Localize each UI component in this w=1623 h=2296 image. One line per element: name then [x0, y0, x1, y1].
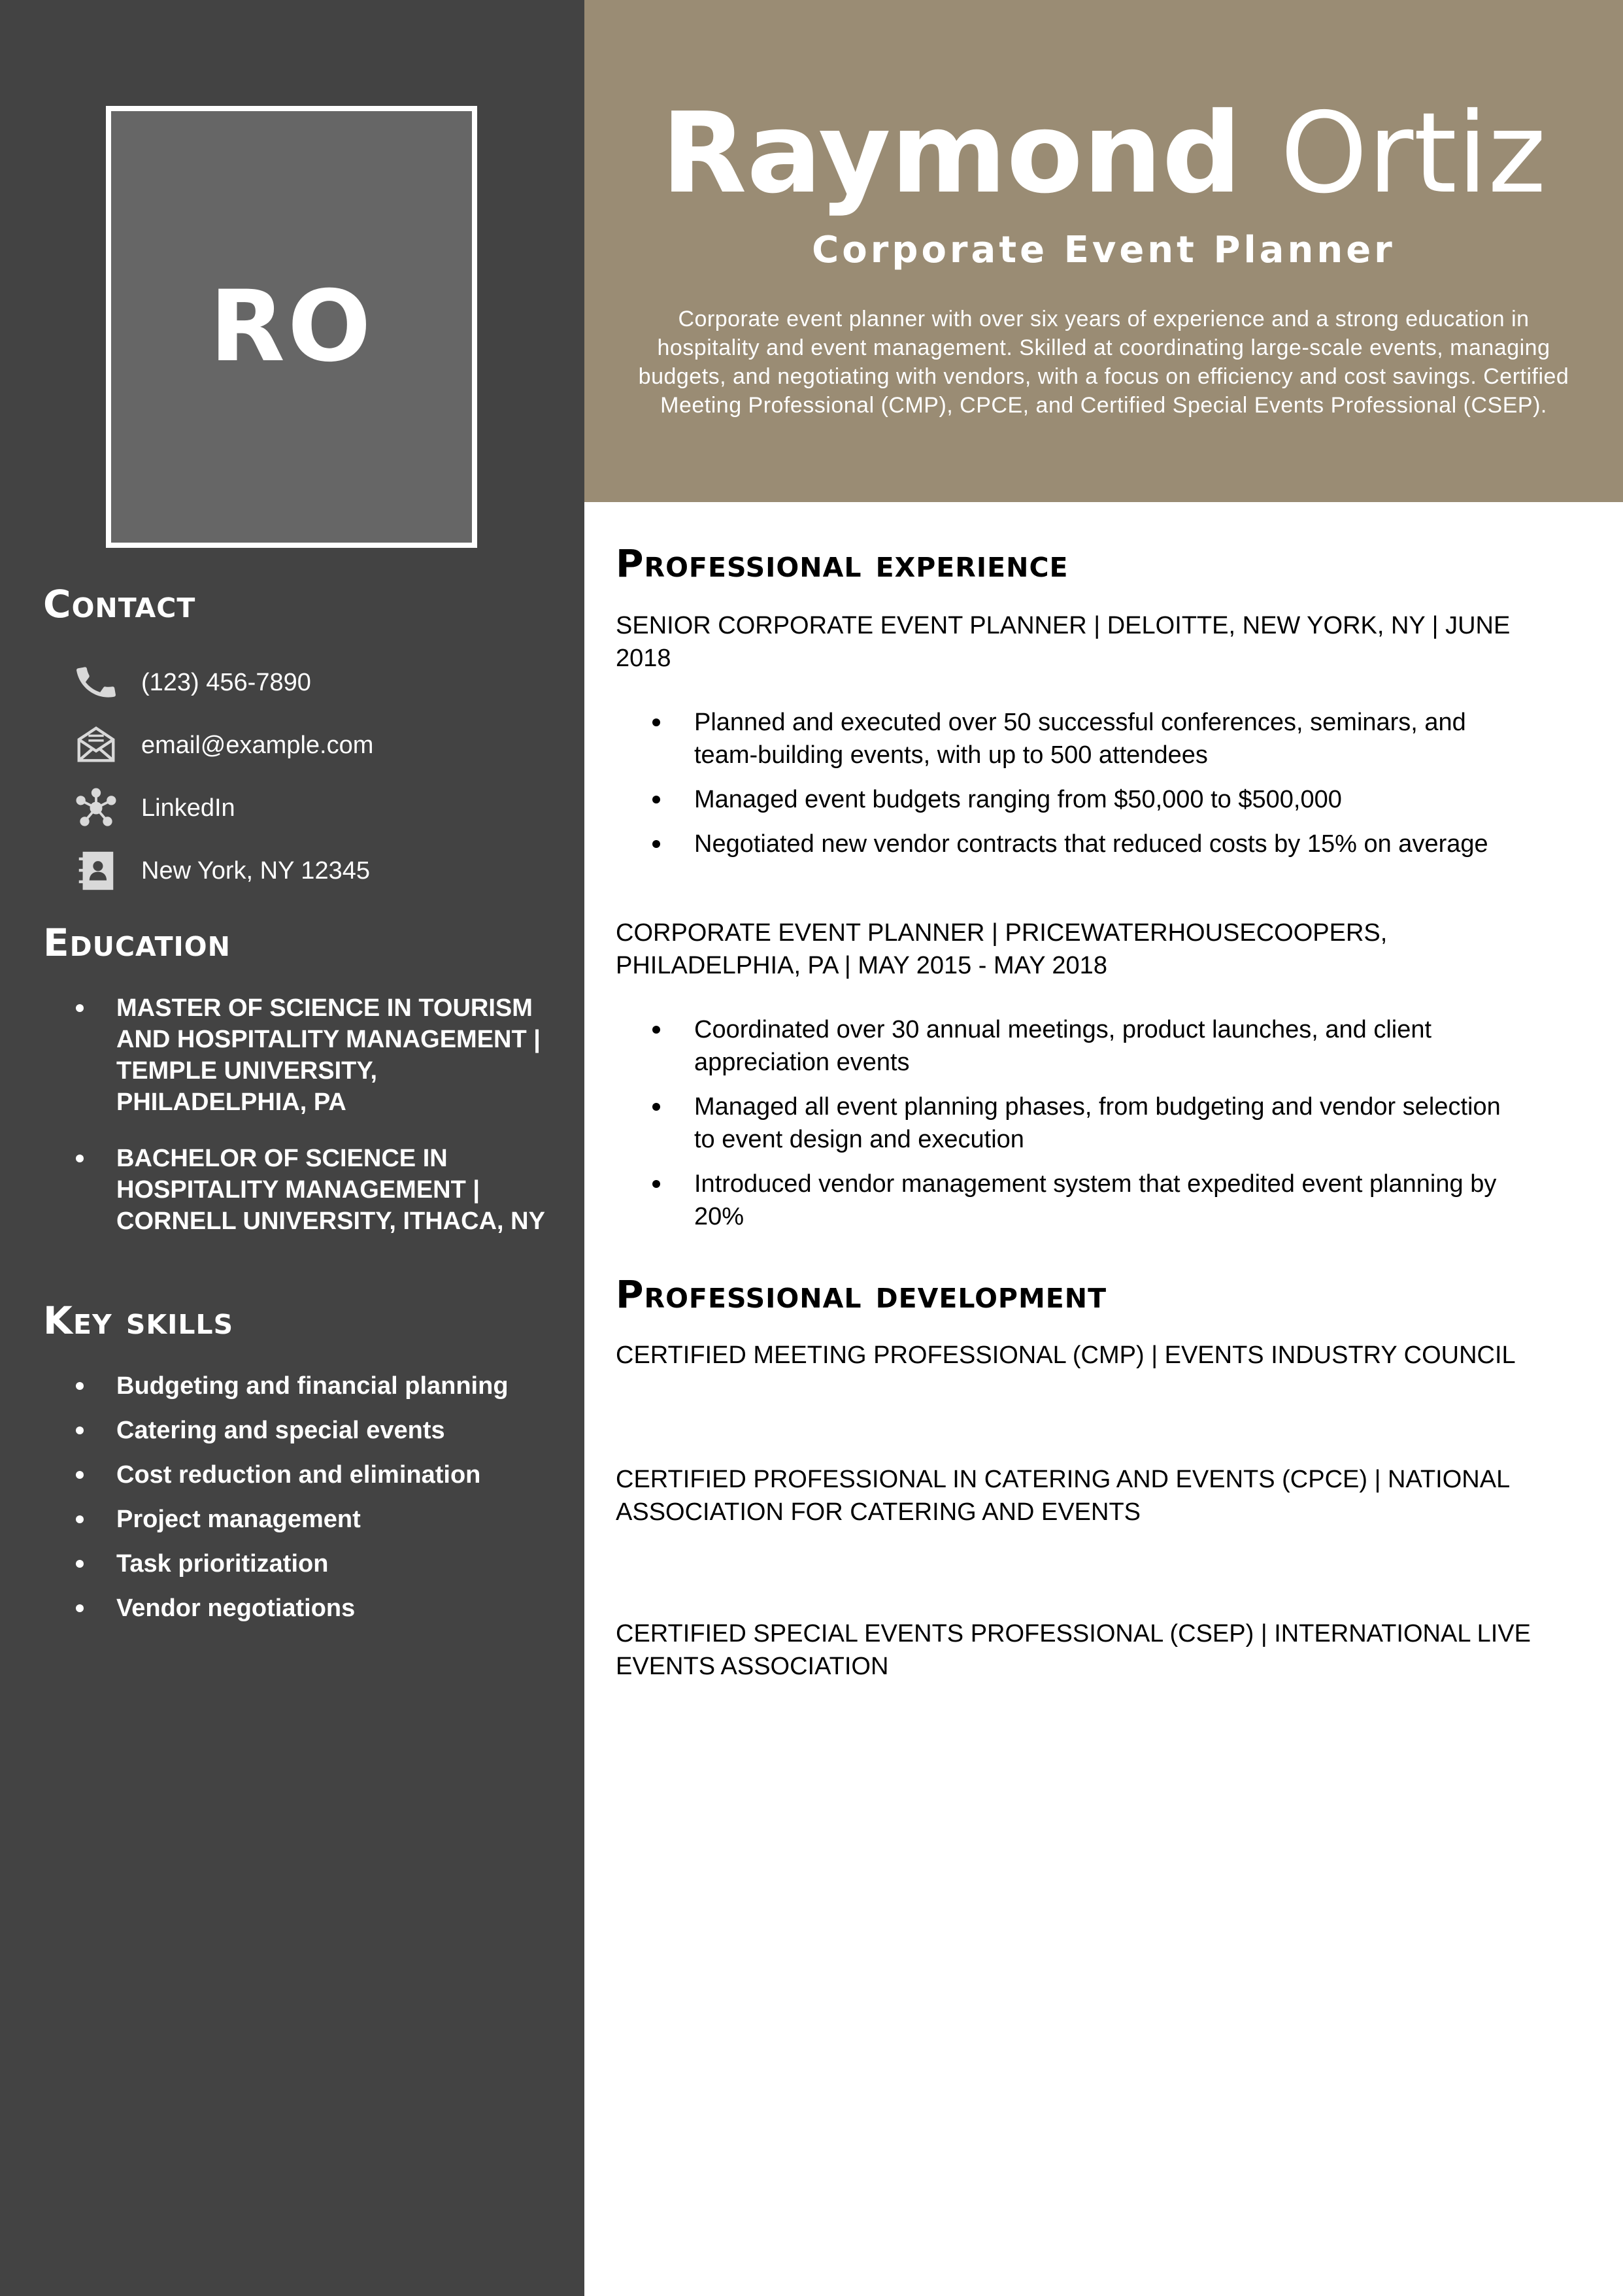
education-item: BACHELOR OF SCIENCE IN HOSPITALITY MANAGEMENT | CORNELL UNIVERSITY, ITHACA, NY: [72, 1143, 556, 1237]
skills-list: [72, 1370, 556, 1637]
address-book-icon: [72, 847, 120, 895]
contact-email: [72, 714, 373, 777]
job-bullets: [652, 1013, 1522, 1245]
sidebar: [0, 0, 584, 2296]
full-name: [584, 89, 1623, 218]
envelope-icon: [72, 721, 120, 769]
skill-item: Project management: [72, 1504, 556, 1535]
education-item: MASTER OF SCIENCE IN TOURISM AND HOSPITALITY MANAGEMENT | TEMPLE UNIVERSITY, PHILADELPHIA, PA: [72, 992, 556, 1118]
experience-heading: Professional experience: [616, 541, 1069, 586]
contact-phone-text: (123) 456-7890: [141, 668, 311, 696]
job-title-heading: Corporate Event Planner: [812, 229, 1396, 271]
job-bullet: Managed event budgets ranging from $50,000 to $500,000: [652, 783, 1522, 816]
skill-item: Budgeting and financial planning: [72, 1370, 556, 1402]
contact-location-text: New York, NY 12345: [141, 856, 370, 885]
monogram-initials: RO: [209, 270, 374, 384]
education-heading: Education: [43, 920, 231, 965]
job-bullet: Negotiated new vendor contracts that reduced costs by 15% on average: [652, 828, 1522, 860]
skill-item: Cost reduction and elimination: [72, 1459, 556, 1491]
monogram-box: [106, 106, 477, 548]
contact-linkedin: [72, 777, 373, 839]
contact-email-text: email@example.com: [141, 731, 374, 759]
skill-item: Vendor negotiations: [72, 1593, 556, 1624]
phone-icon: [72, 658, 120, 707]
network-icon: [72, 784, 120, 832]
job-bullets: [652, 706, 1522, 872]
contact-linkedin-text: LinkedIn: [141, 794, 235, 822]
certification-item: CERTIFIED PROFESSIONAL IN CATERING AND EVENTS (CPCE) | NATIONAL ASSOCIATION FOR CATERING AND EVENTS: [616, 1466, 1509, 1526]
certification-item: CERTIFIED SPECIAL EVENTS PROFESSIONAL (CSEP) | INTERNATIONAL LIVE EVENTS ASSOCIATION: [616, 1620, 1531, 1680]
job-title: CORPORATE EVENT PLANNER | PRICEWATERHOUSECOOPERS, PHILADELPHIA, PA | MAY 2015 - MAY 2018: [616, 919, 1388, 979]
skills-heading: Key skills: [43, 1298, 234, 1343]
last-name: Ortiz: [1280, 89, 1547, 218]
contact-heading: Contact: [43, 582, 196, 626]
contact-list: [72, 651, 373, 902]
header-banner: [584, 0, 1623, 502]
job-bullet: Coordinated over 30 annual meetings, product launches, and client appreciation events: [652, 1013, 1522, 1079]
development-heading: Professional development: [616, 1272, 1107, 1317]
education-list: [72, 992, 556, 1262]
certification-item: CERTIFIED MEETING PROFESSIONAL (CMP) | EVENTS INDUSTRY COUNCIL: [616, 1342, 1516, 1369]
contact-location: [72, 839, 373, 902]
skill-item: Catering and special events: [72, 1415, 556, 1446]
job-title: SENIOR CORPORATE EVENT PLANNER | DELOITTE, NEW YORK, NY | JUNE 2018: [616, 612, 1511, 672]
job-bullet: Planned and executed over 50 successful conferences, seminars, and team-building events, with up to 500 attendees: [652, 706, 1522, 771]
summary: Corporate event planner with over six years of experience and a strong education in hospitality and event management. Skilled at coordinating large-scale events, managing budgets, and negotiating with vendors, with a focus on efficiency and cost savings. Certified Meeting Professional (CMP), CPCE, and Certified Special Events Professional (CSEP).: [638, 307, 1569, 418]
skill-item: Task prioritization: [72, 1548, 556, 1579]
job-bullet: Introduced vendor management system that expedited event planning by 20%: [652, 1168, 1522, 1233]
first-name: Raymond: [661, 89, 1242, 218]
contact-phone: [72, 651, 373, 714]
job-bullet: Managed all event planning phases, from budgeting and vendor selection to event design and execution: [652, 1090, 1522, 1156]
